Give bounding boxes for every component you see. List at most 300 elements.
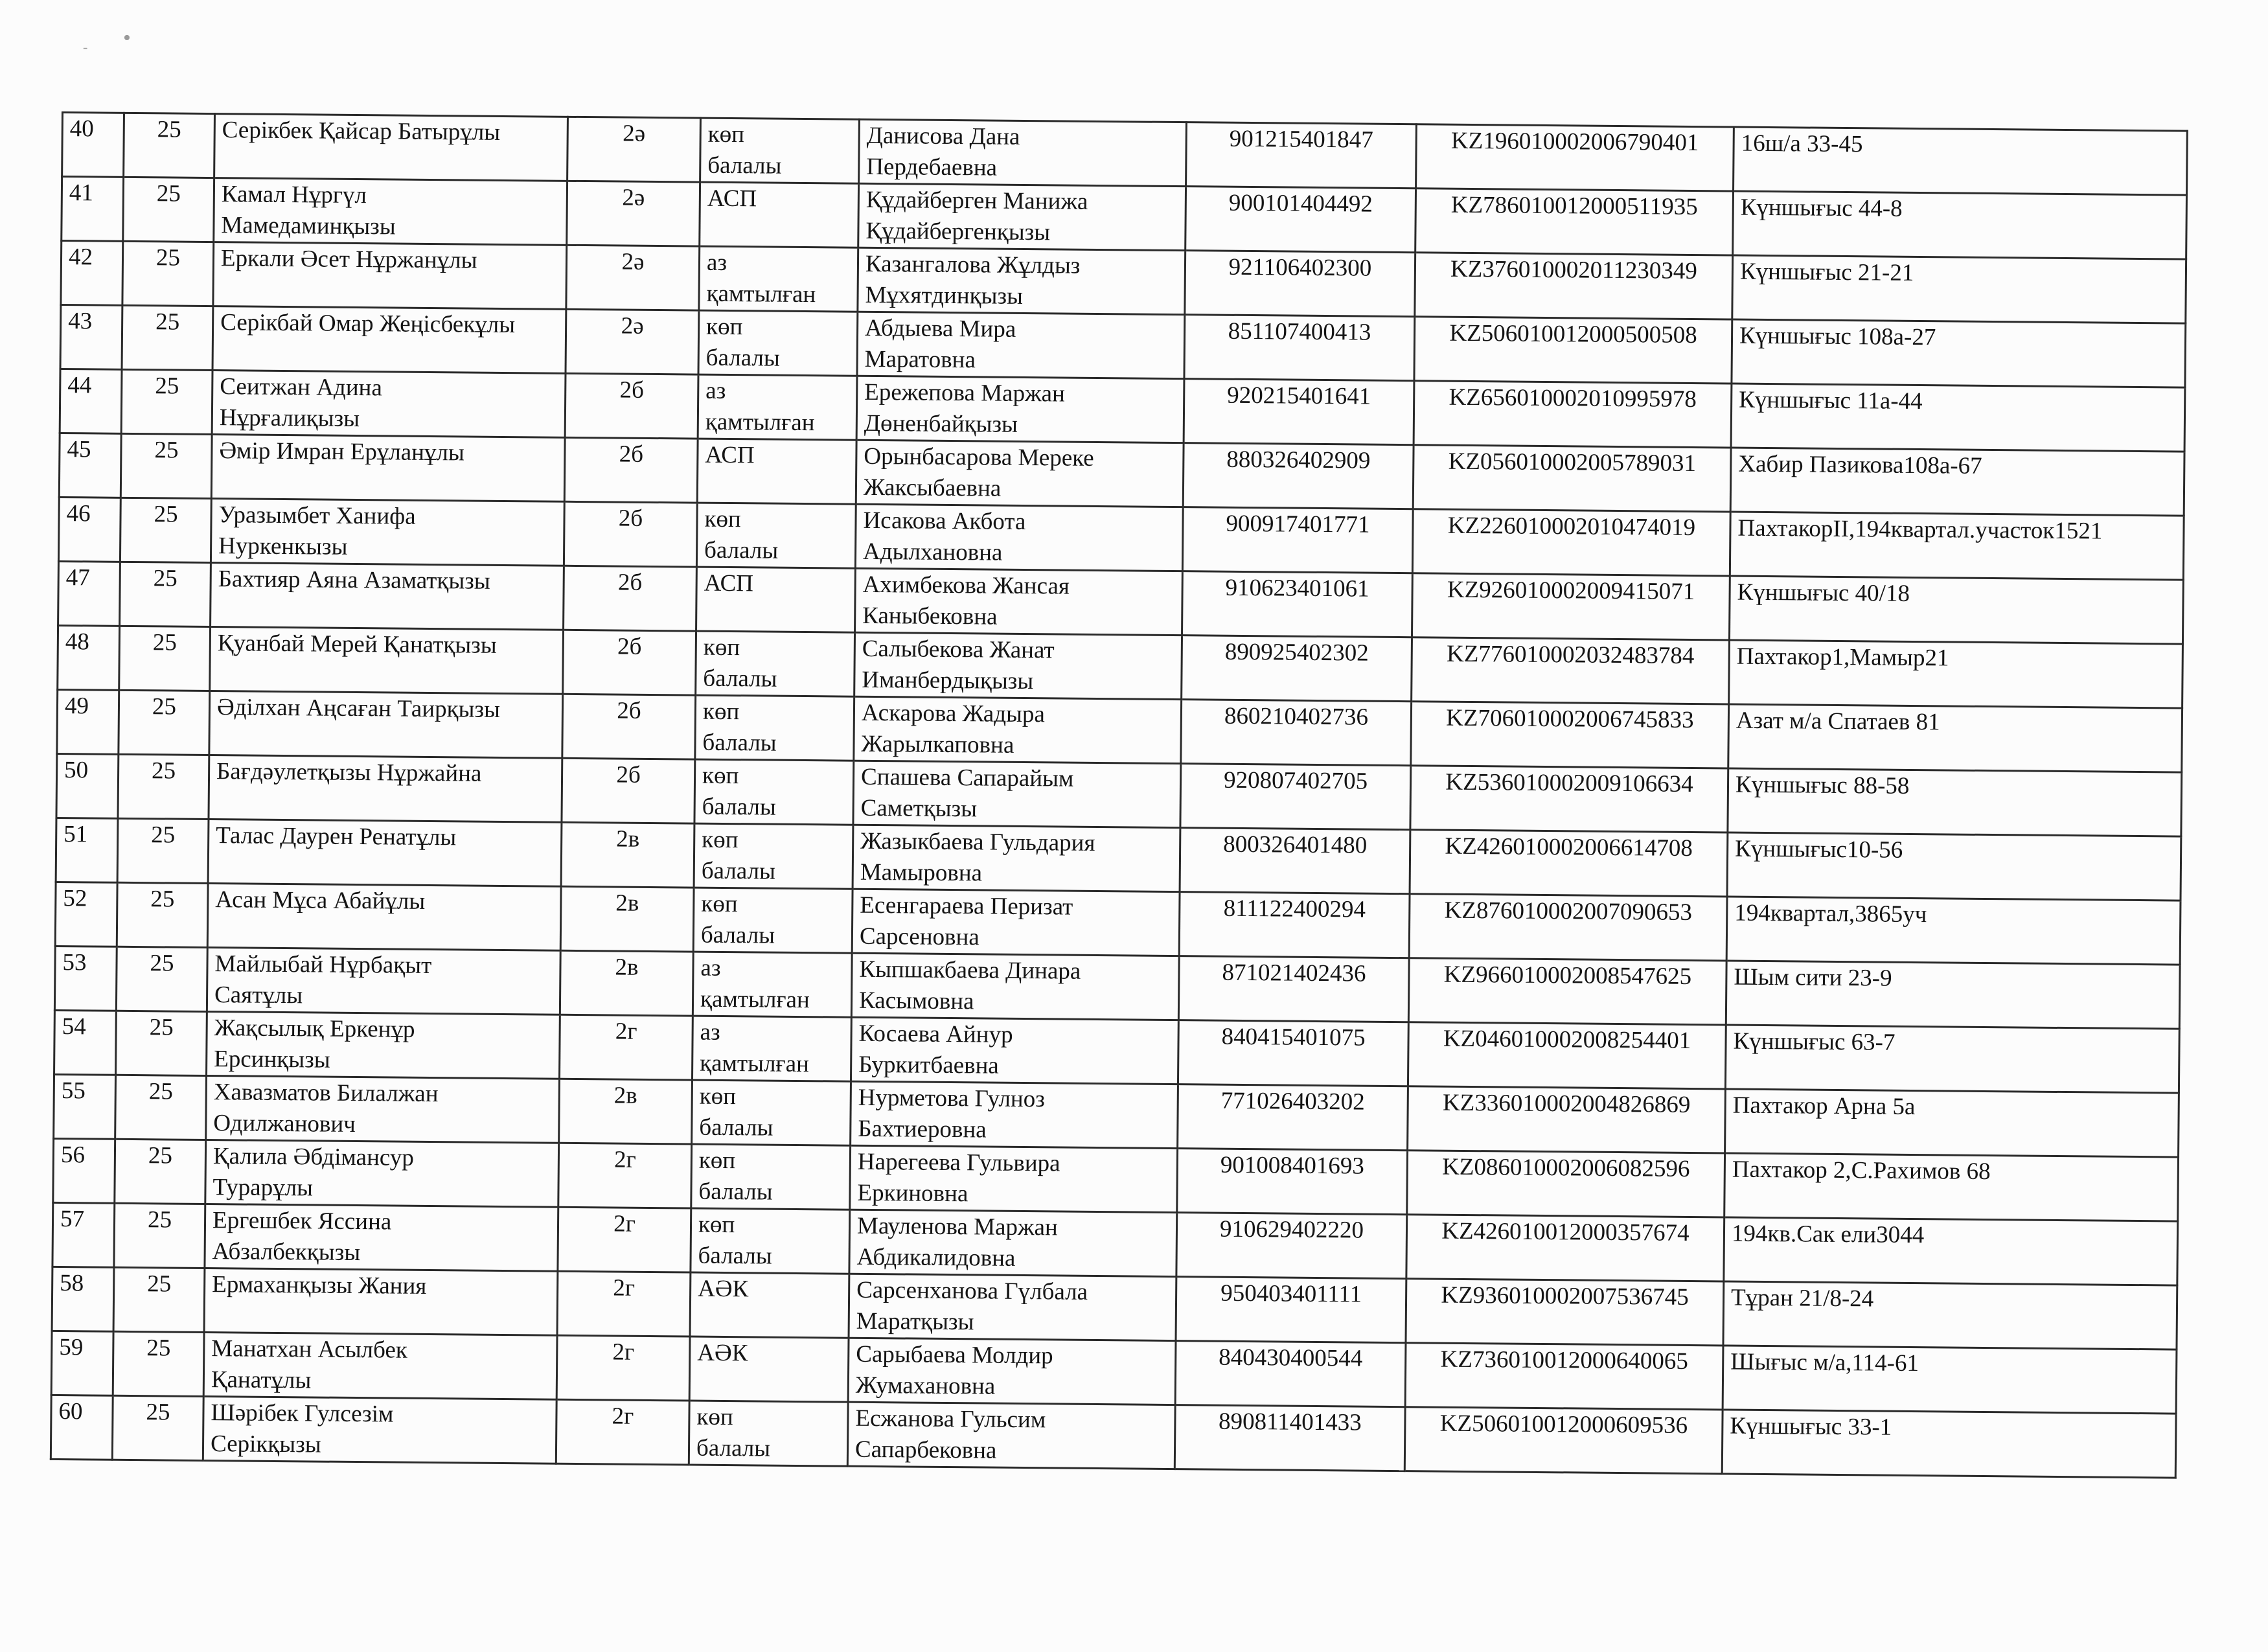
social-category-line: көп [707, 120, 745, 148]
parent-name-line: Жазыкбаева Гульдария [860, 827, 1095, 856]
home-address: Азат м/а Спатаев 81 [1728, 704, 2182, 772]
group-number: 25 [120, 562, 211, 626]
social-category-line: аз [705, 377, 726, 404]
row-number: 46 [58, 497, 120, 562]
social-category-line: балалы [701, 857, 776, 885]
parent-name-line: Кыпшакбаева Динара [859, 956, 1081, 985]
student-name-line: Серікқызы [210, 1430, 321, 1458]
row-number: 59 [51, 1331, 113, 1395]
student-name [211, 499, 564, 566]
social-category-line: қамтылған [706, 280, 816, 308]
student-name [208, 820, 562, 887]
social-category-line: көп [704, 505, 742, 533]
row-number: 56 [53, 1138, 115, 1203]
iban-account: KZ376010002011230349 [1415, 253, 1733, 319]
student-name-line: Бахтияр Аяна Азаматқызы [218, 566, 490, 595]
iin-number: 910623401061 [1182, 571, 1413, 637]
student-name-line: Қуанбай Мерей Қанатқызы [217, 630, 497, 659]
parent-name [852, 889, 1180, 956]
iban-account: KZ786010012000511935 [1415, 189, 1734, 255]
row-number: 50 [56, 753, 119, 818]
student-name-line: Қанатұлы [211, 1366, 312, 1394]
parent-name [851, 1081, 1178, 1148]
student-name-line: Турарұлы [212, 1174, 314, 1202]
student-name-line: Әмір Имран Ерұланұлы [219, 437, 464, 466]
social-category-line: көп [702, 762, 739, 790]
iin-number: 920807402705 [1180, 764, 1411, 830]
iban-account: KZ056010002005789031 [1413, 445, 1731, 512]
class-label: 2г [558, 1143, 692, 1208]
row-number: 52 [55, 882, 117, 946]
social-category-line: АСП [704, 569, 754, 597]
iban-account: KZ046010002008254401 [1408, 1022, 1726, 1089]
parent-name-line: Касымовна [858, 987, 974, 1015]
iban-account: KZ656010002010995978 [1414, 381, 1732, 448]
iban-account: KZ506010012000609536 [1404, 1407, 1723, 1474]
row-number: 53 [54, 946, 117, 1011]
parent-name-line: Маратовна [864, 345, 976, 374]
row-number: 47 [58, 561, 120, 626]
home-address: Хабир Пазикова108а-67 [1730, 448, 2184, 516]
home-address: 16ш/а 33-45 [1734, 127, 2188, 195]
iban-account: KZ086010002006082596 [1407, 1151, 1725, 1217]
row-number: 43 [60, 305, 122, 370]
social-category-line: АӘК [697, 1339, 748, 1367]
group-number: 25 [123, 177, 214, 242]
social-category-line: балалы [696, 1434, 771, 1462]
iin-number: 901008401693 [1177, 1149, 1408, 1215]
student-name-line: Абзалбекқызы [212, 1238, 361, 1267]
group-number: 25 [122, 241, 214, 306]
student-name [207, 884, 561, 951]
parent-name-line: Данисова Дана [866, 122, 1020, 150]
class-label: 2в [560, 886, 694, 952]
social-category-line: балалы [698, 1242, 772, 1270]
social-category [691, 1208, 850, 1274]
class-label: 2г [559, 1015, 693, 1080]
social-category-line: АСП [707, 185, 757, 212]
social-category [689, 1401, 848, 1466]
parent-name-line: Сарсенханова Гүлбала [856, 1276, 1088, 1305]
student-name-line: Саятұлы [214, 981, 303, 1009]
class-label: 2б [564, 566, 697, 631]
parent-name [857, 312, 1185, 378]
social-category [690, 1272, 849, 1338]
parent-name-line: Жумахановна [855, 1371, 996, 1400]
group-number: 25 [120, 498, 211, 562]
scan-speck: • [123, 26, 131, 50]
parent-name [851, 1017, 1178, 1084]
social-category-line: балалы [699, 1114, 773, 1141]
student-name-line: Талас Даурен Ренатұлы [216, 822, 457, 851]
class-label: 2в [561, 822, 694, 888]
social-category-line: көп [702, 698, 740, 726]
iin-number: 901215401847 [1186, 122, 1417, 189]
parent-name [849, 1274, 1176, 1340]
group-number: 25 [113, 1331, 204, 1396]
iin-number: 920215401641 [1184, 379, 1414, 445]
iin-number: 800326401480 [1180, 828, 1410, 894]
social-category-line: балалы [704, 536, 779, 564]
parent-name-line: Дөненбайқызы [864, 409, 1018, 438]
group-number: 25 [115, 1075, 207, 1140]
iban-account: KZ426010012000357674 [1406, 1215, 1724, 1281]
student-name [211, 435, 565, 502]
social-category [692, 1080, 851, 1145]
row-number: 45 [59, 433, 121, 498]
student-name-line: Хавазматов Билалжан [213, 1079, 439, 1108]
group-number: 25 [116, 946, 207, 1011]
student-name-line: Манатхан Асылбек [211, 1335, 408, 1364]
social-category-line: қамтылған [700, 1050, 810, 1078]
parent-name-line: Абдыева Мира [864, 314, 1016, 343]
student-name-line: Камал Нұргүл [221, 181, 367, 209]
parent-name-line: Казангалова Жұлдыз [865, 250, 1081, 279]
class-label: 2б [563, 630, 696, 695]
student-name-line: Шәрібек Гулсезім [211, 1399, 394, 1428]
parent-name [853, 761, 1181, 827]
social-category-line: АӘК [698, 1275, 749, 1303]
parent-name-line: Косаева Айнур [858, 1020, 1013, 1048]
social-category-line: балалы [705, 344, 781, 372]
row-number: 48 [58, 625, 120, 690]
social-category [696, 503, 856, 568]
group-number: 25 [113, 1267, 205, 1332]
home-address: Пахтакор Арна 5а [1725, 1089, 2179, 1157]
student-name-line: Майлыбай Нұрбақыт [214, 950, 432, 980]
home-address: Күншығыс 108а-27 [1732, 319, 2186, 387]
parent-name [853, 825, 1180, 891]
social-category-line: көп [705, 313, 743, 341]
parent-name [847, 1402, 1175, 1469]
home-address: Шығыс м/а,114-61 [1723, 1346, 2177, 1414]
iin-number: 921106402300 [1185, 251, 1415, 317]
parent-name-line: Жарылкаповна [861, 730, 1014, 759]
group-number: 25 [119, 626, 211, 691]
parent-name-line: Пердебаевна [866, 153, 998, 181]
parent-name-line: Орынбасарова Мереке [864, 442, 1094, 472]
social-category-line: аз [706, 249, 727, 276]
group-number: 25 [118, 754, 209, 819]
parent-name-line: Ахимбекова Жансая [862, 571, 1070, 600]
class-label: 2г [557, 1271, 691, 1337]
iin-number: 900101404492 [1186, 187, 1416, 253]
iban-account: KZ876010002007090653 [1409, 894, 1727, 961]
row-number: 54 [54, 1010, 117, 1075]
social-category-line: көп [696, 1403, 733, 1431]
student-name-line: Нұрғалиқызы [219, 404, 360, 433]
iban-account: KZ706010002006745833 [1411, 702, 1729, 768]
social-category-line: көп [702, 826, 739, 854]
group-number: 25 [119, 690, 210, 755]
social-category-line: АСП [705, 441, 755, 469]
row-number: 44 [60, 369, 122, 433]
social-category-line: көп [698, 1147, 736, 1175]
iin-number: 811122400294 [1179, 892, 1410, 958]
parent-name-line: Құдайберген Манижа [865, 186, 1088, 215]
home-address: Пахтакор1,Мамыр21 [1729, 640, 2183, 708]
parent-name-line: Абдикалидовна [856, 1243, 1016, 1272]
home-address: Күншығыс 11а-44 [1731, 384, 2185, 452]
table-body [51, 113, 2187, 1478]
social-category-line: балалы [700, 921, 775, 949]
social-category [693, 952, 852, 1017]
student-name [203, 1396, 556, 1463]
iban-account: KZ936010002007536745 [1406, 1279, 1724, 1346]
class-label: 2г [558, 1207, 691, 1272]
parent-name [855, 568, 1183, 635]
group-number: 25 [115, 1139, 206, 1204]
iin-number: 840415401075 [1178, 1020, 1408, 1086]
iban-account: KZ506010012000500508 [1414, 317, 1732, 384]
student-name [207, 948, 560, 1015]
parent-name-line: Иманбердықызы [862, 666, 1034, 695]
parent-name-line: Құдайбергенқызы [865, 217, 1051, 246]
student-name [206, 1076, 560, 1143]
row-number: 57 [52, 1202, 115, 1267]
row-number: 49 [57, 689, 119, 754]
iin-number: 871021402436 [1178, 956, 1409, 1022]
home-address: 194квартал,3865уч [1726, 897, 2181, 965]
class-label: 2б [564, 437, 698, 503]
iban-account: KZ966010002008547625 [1408, 958, 1726, 1025]
social-category-line: балалы [702, 729, 777, 757]
class-label: 2б [565, 373, 698, 439]
row-number: 42 [61, 241, 123, 306]
social-category [698, 374, 857, 440]
parent-name [848, 1338, 1176, 1405]
student-name-line: Әділхан Аңсаған Таирқызы [216, 694, 501, 723]
parent-name [854, 632, 1182, 699]
student-name [205, 1140, 559, 1208]
student-name [207, 1012, 560, 1079]
student-name-line: Нуркенкызы [218, 533, 348, 560]
social-category [697, 439, 856, 504]
parent-name-line: Буркитбаевна [858, 1051, 1000, 1079]
home-address: Күншығыс 21-21 [1732, 255, 2186, 323]
class-label: 2ә [567, 117, 701, 182]
group-number: 25 [122, 305, 213, 370]
row-number: 55 [54, 1074, 116, 1139]
home-address: Күншығыс 44-8 [1733, 191, 2187, 259]
student-name-line: Еркали Әсет Нұржанұлы [220, 245, 477, 274]
social-category-line: қамтылған [705, 408, 815, 437]
home-address: Күншығыс 33-1 [1722, 1410, 2176, 1478]
student-name-line: Ергешбек Яссина [212, 1207, 392, 1235]
parent-name [855, 504, 1183, 571]
group-number: 25 [117, 818, 209, 883]
iin-number: 910629402220 [1176, 1213, 1407, 1279]
social-category [693, 888, 853, 953]
group-number: 25 [120, 433, 212, 498]
row-number: 60 [51, 1395, 113, 1460]
iban-account: KZ736010012000640065 [1405, 1343, 1723, 1410]
student-name-line: Қалила Әбдімансур [212, 1143, 414, 1171]
class-label: 2б [564, 501, 697, 567]
class-label: 2б [562, 758, 695, 823]
student-name-line: Одилжанович [213, 1110, 356, 1138]
group-number: 25 [124, 113, 215, 178]
student-name [204, 1268, 558, 1335]
home-address: Шым сити 23-9 [1726, 961, 2180, 1029]
parent-name [859, 119, 1187, 186]
social-category [700, 182, 859, 247]
social-category [689, 1337, 849, 1402]
social-category [691, 1144, 851, 1210]
social-category-line: көп [698, 1211, 735, 1239]
social-category [698, 310, 858, 376]
iin-number: 890811401433 [1174, 1405, 1405, 1471]
iin-number: 860210402736 [1181, 700, 1412, 766]
iin-number: 771026403202 [1178, 1084, 1408, 1151]
scan-speck: - [83, 39, 88, 55]
student-table [50, 111, 2188, 1479]
parent-name-line: Нарегеева Гульвира [857, 1148, 1060, 1177]
student-name-line: Сеитжан Адина [220, 373, 383, 402]
parent-name-line: Салыбекова Жанат [862, 635, 1055, 664]
parent-name-line: Ережепова Маржан [864, 378, 1066, 407]
group-number: 25 [116, 1011, 207, 1075]
parent-name-line: Сапарбековна [854, 1436, 997, 1464]
parent-name-line: Нурметова Гулноз [858, 1084, 1046, 1113]
social-category [694, 823, 853, 889]
parent-name-line: Мауленова Маржан [856, 1212, 1058, 1241]
social-category-line: көп [703, 634, 740, 661]
home-address: Күншығыс10-56 [1727, 832, 2181, 901]
social-category-line: аз [700, 1018, 720, 1046]
iin-number: 840430400544 [1175, 1341, 1406, 1407]
student-name [213, 242, 567, 310]
parent-name [849, 1210, 1177, 1276]
class-label: 2ә [566, 309, 699, 374]
parent-name [858, 247, 1186, 314]
parent-name [854, 696, 1182, 763]
student-name [209, 691, 563, 759]
home-address: Күншығыс 63-7 [1725, 1025, 2179, 1093]
social-category [694, 759, 854, 825]
iin-number: 950403401111 [1176, 1277, 1406, 1343]
row-number: 40 [62, 113, 124, 178]
iban-account: KZ926010002009415071 [1412, 573, 1730, 640]
parent-name-line: Жаксыбаевна [863, 474, 1002, 502]
social-category [692, 1016, 851, 1081]
social-category-line: қамтылған [700, 985, 810, 1014]
iin-number: 890925402302 [1182, 636, 1412, 702]
class-label: 2в [560, 950, 693, 1016]
home-address: Күншығыс 88-58 [1728, 768, 2182, 836]
class-label: 2ә [566, 245, 700, 310]
class-label: 2ә [567, 181, 700, 246]
student-name [214, 178, 567, 246]
parent-name-line: Спашева Сапарайым [860, 763, 1074, 792]
home-address: Күншығыс 40/18 [1729, 576, 2183, 644]
social-category [700, 118, 860, 183]
parent-name-line: Сарыбаева Молдир [856, 1340, 1053, 1370]
student-name-line: Уразымбет Ханифа [218, 501, 416, 530]
parent-name [850, 1145, 1178, 1212]
parent-name-line: Сарсеновна [859, 923, 980, 951]
parent-name-line: Саметқызы [860, 794, 978, 823]
class-label: 2г [556, 1335, 690, 1401]
iin-number: 900917401771 [1182, 507, 1413, 573]
social-category-line: балалы [702, 793, 776, 821]
home-address: ПахтакорII,194квартал.участок1521 [1730, 512, 2184, 580]
group-number: 25 [114, 1203, 205, 1268]
parent-name-line: Еркиновна [857, 1179, 968, 1208]
social-category-line: аз [700, 954, 721, 981]
home-address: Тұран 21/8-24 [1723, 1281, 2177, 1349]
iin-number: 880326402909 [1183, 443, 1414, 509]
group-number: 25 [117, 882, 208, 947]
row-number: 51 [56, 818, 118, 882]
class-label: 2б [562, 694, 696, 759]
parent-name [858, 183, 1186, 250]
iban-account: KZ776010002032483784 [1412, 637, 1730, 704]
student-name-line: Ерсинқызы [214, 1046, 330, 1073]
student-name [211, 563, 564, 630]
student-name [210, 627, 564, 694]
class-label: 2г [556, 1399, 689, 1465]
iban-account: KZ226010002010474019 [1412, 509, 1730, 576]
social-category [695, 695, 854, 761]
class-label: 2в [559, 1079, 693, 1144]
parent-name-line: Мұхятдинқызы [865, 281, 1024, 310]
social-category-line: балалы [698, 1178, 773, 1206]
student-name-line: Мамедаминқызы [221, 212, 396, 240]
row-number: 41 [62, 177, 124, 242]
iban-account: KZ336010002004826869 [1408, 1086, 1726, 1153]
social-category-line: көп [701, 890, 738, 918]
student-name [209, 755, 562, 823]
social-category-line: балалы [703, 665, 777, 693]
student-name [212, 306, 566, 374]
group-number: 25 [121, 369, 212, 434]
parent-name-line: Бахтиеровна [858, 1115, 987, 1143]
home-address: Пахтакор 2,С.Рахимов 68 [1724, 1153, 2179, 1221]
parent-name [856, 376, 1184, 442]
student-name [203, 1332, 557, 1399]
parent-name-line: Есенгараева Перизат [860, 891, 1073, 921]
row-number: 58 [52, 1267, 114, 1331]
student-name [214, 114, 568, 181]
social-category [696, 631, 855, 696]
iban-account: KZ426010002006614708 [1410, 830, 1728, 897]
parent-name-line: Маратқызы [856, 1307, 974, 1336]
student-name [212, 371, 566, 438]
parent-name-line: Каныбековна [862, 602, 998, 630]
student-name-line: Жақсылық Еркенұр [214, 1015, 415, 1043]
social-category [699, 246, 858, 312]
student-name-line: Бағдәулетқызы Нұржайна [216, 758, 482, 787]
parent-name-line: Исакова Акбота [863, 507, 1026, 536]
parent-name-line: Аскарова Жадыра [861, 699, 1046, 728]
iin-number: 851107400413 [1184, 315, 1415, 381]
student-name-line: Серікбай Омар Жеңісбекұлы [220, 309, 516, 339]
iban-account: KZ536010002009106634 [1410, 766, 1728, 832]
social-category [696, 567, 856, 632]
parent-name-line: Есжанова Гульсим [855, 1405, 1046, 1434]
iban-account: KZ196010002006790401 [1416, 124, 1734, 191]
parent-name [856, 440, 1184, 507]
group-number: 25 [112, 1395, 203, 1460]
parent-name-line: Мамыровна [860, 858, 983, 887]
home-address: 194кв.Сак ели3044 [1724, 1217, 2178, 1285]
parent-name [851, 953, 1179, 1020]
parent-name-line: Адылхановна [862, 538, 1003, 566]
student-name-line: Серікбек Қайсар Батырұлы [222, 117, 501, 146]
student-name-line: Ермаханқызы Жания [212, 1271, 427, 1300]
student-name-line: Асан Мұса Абайұлы [215, 886, 426, 915]
